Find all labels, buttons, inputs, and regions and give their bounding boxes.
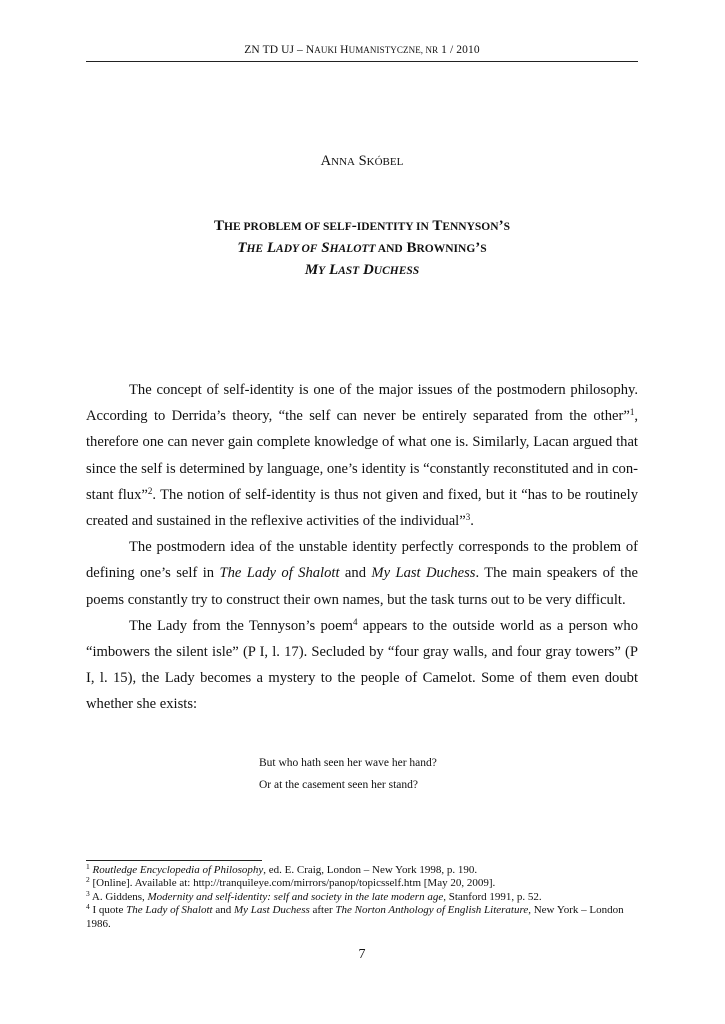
page-number: 7 — [358, 947, 366, 962]
title-line-2: THE LADY OF SHALOTT AND BROWNING’S — [237, 240, 487, 256]
footnote-ref-3[interactable]: 3 — [465, 512, 471, 523]
footnote-2: $^2$ [Online]. Available at: http://tranquileye.com/mirrors/panop/topicsself.htm [May 20, 2009]. — [86, 875, 496, 890]
footnote-1: $^1$ Routledge Encyclopedia of Philosophy, ed. E. Craig, London – New York 1998, p. 190. — [86, 862, 478, 876]
footnote-4: $^4$ I quote The Lady of Shalott and My Last Duchess after The Norton Anthology of English Literature, New York – London 1986. — [86, 902, 624, 930]
paragraph-3: The Lady from the Tennyson’s poem$^4$ appears to the outside world as a person who “imbowers the silent isle” (P I, l. 17). Secluded by “four gray walls, and four gray towers” (P I, l. 15), the Lady becomes a mystery to the people of Camelot. Some of them even doubt whether she exists: — [86, 616, 638, 713]
paragraph-1: The concept of self-identity is one of the major issues of the postmodern philosophy. According to Derrida’s theory, “the self can never be entirely separated from the other”$^1$, therefore one can never gain complete knowledge of what one is. Similarly, Lacan argued that since the self is determined by language, one’s identity is “constantly reconstituted and in con-stant flux”$^2$. The notion of self-identity is thus not given and fixed, but it “has to be routinely created and sustained in the reflexive activities of the individual”$^3$. — [86, 382, 639, 530]
footnote-ref-2[interactable]: 2 — [147, 485, 153, 496]
body-text — [86, 377, 638, 718]
paragraph-2: The postmodern idea of the unstable identity perfectly corresponds to the problem of defining one’s self in The Lady of Shalott and My Last Duchess. The main speakers of the poems constantly try to construct their own names, but the task turns out to be very difficult. — [86, 539, 638, 608]
title-line-3: MY LAST DUCHESS — [304, 262, 420, 278]
footnote-3: $^3$ A. Giddens, Modernity and self-identity: self and society in the late modern age, Stanford 1991, p. 52. — [86, 888, 542, 903]
author-name: ANNA SKÓBEL — [320, 153, 404, 169]
verse-line-1: But who hath seen her wave her hand? — [259, 757, 437, 769]
footnote-rule — [86, 860, 262, 861]
footnote-ref-4[interactable]: 4 — [352, 616, 358, 627]
title-line-1: THE PROBLEM OF SELF-IDENTITY IN TENNYSON’S — [214, 218, 510, 234]
running-head: ZN TD UJ – NAUKI HUMANISTYCZNE, NR 1 / 2010 — [244, 44, 480, 56]
footnote-ref-1[interactable]: 1 — [629, 407, 635, 418]
verse-quote — [259, 752, 437, 796]
verse-line-2: Or at the casement seen her stand? — [259, 779, 419, 791]
footnotes — [86, 864, 638, 931]
header-rule — [86, 61, 638, 62]
article-title — [86, 216, 638, 282]
